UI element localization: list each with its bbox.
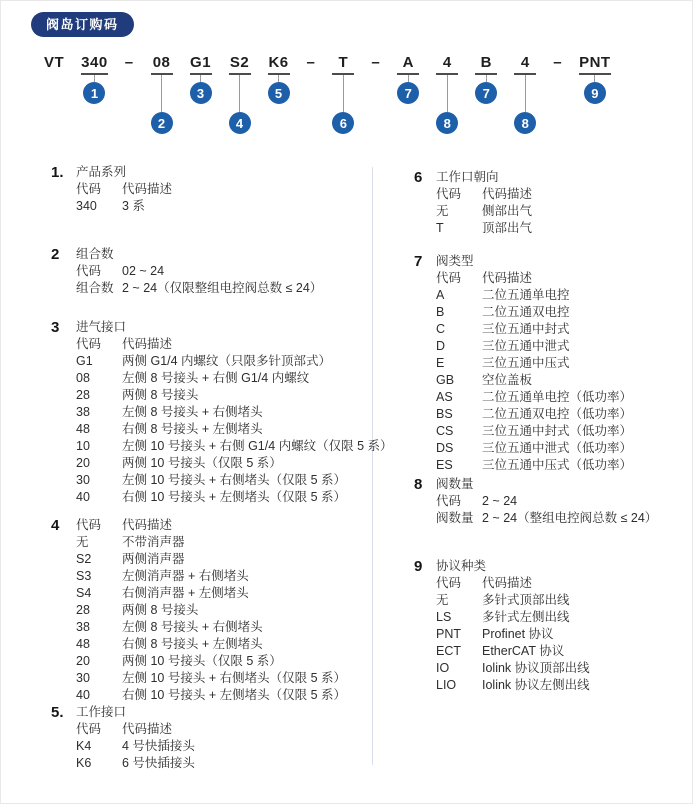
code-value: 代码	[76, 722, 102, 736]
code-description: 右侧消声器 + 左侧堵头	[122, 586, 249, 600]
code-row	[436, 389, 686, 406]
section-title: 阀类型	[436, 254, 474, 268]
code-description: 三位五通中泄式	[482, 339, 570, 353]
code-row	[76, 404, 381, 421]
segment-connector-line	[161, 75, 162, 112]
order-code-segment	[576, 54, 614, 104]
section-title: 工作接口	[76, 705, 127, 719]
code-value: BS	[436, 407, 453, 421]
code-row	[436, 592, 686, 609]
code-row	[76, 568, 381, 585]
code-value: 代码	[76, 264, 102, 278]
code-row	[436, 440, 686, 457]
code-description: 3 系	[122, 199, 145, 213]
code-row	[436, 510, 686, 527]
order-code-segment-text: PNT	[579, 54, 611, 71]
right-column	[414, 169, 686, 694]
code-value: AS	[436, 390, 453, 404]
code-value: T	[436, 221, 444, 235]
code-description: 左侧 10 号接头 + 右侧 G1/4 内螺纹（仅限 5 系）	[122, 439, 393, 453]
section-combination-count	[51, 246, 381, 297]
order-code-segment-text: –	[371, 54, 381, 71]
section-title: 进气接口	[76, 320, 127, 334]
code-table	[76, 517, 381, 704]
order-code-segment-text: VT	[44, 54, 65, 71]
code-row	[436, 304, 686, 321]
order-code-segment-text: –	[306, 54, 316, 71]
code-description: 多针式顶部出线	[482, 593, 570, 607]
code-value: A	[436, 288, 445, 302]
section-title: 工作口朝向	[436, 170, 499, 184]
section-number: 8	[414, 476, 423, 493]
code-row	[436, 643, 686, 660]
code-value: 10	[76, 439, 90, 453]
section-valve-count	[414, 476, 686, 527]
section-number: 3	[51, 319, 60, 336]
order-code-segment	[148, 54, 176, 134]
segment-connector-line	[408, 75, 409, 82]
section-working-port-orientation	[414, 169, 686, 237]
code-description: 三位五通中封式	[482, 322, 570, 336]
code-description: 右侧 10 号接头 + 左侧堵头（仅限 5 系）	[122, 688, 346, 702]
segment-connector-line	[594, 75, 595, 82]
order-code-diagram	[41, 54, 614, 134]
code-description: Iolink 协议左侧出线	[482, 678, 590, 692]
code-value: K4	[76, 739, 92, 753]
code-description: 两侧 8 号接头	[122, 388, 199, 402]
code-description: 顶部出气	[482, 221, 533, 235]
code-value: 代码	[76, 518, 102, 532]
order-code-segment	[304, 54, 319, 72]
code-value: 无	[436, 204, 449, 218]
section-title: 协议种类	[436, 559, 487, 573]
code-row	[76, 636, 381, 653]
code-row	[76, 585, 381, 602]
code-row	[436, 372, 686, 389]
code-value: PNT	[436, 627, 461, 641]
code-value: IO	[436, 661, 450, 675]
order-code-segment	[550, 54, 565, 72]
order-code-segment	[265, 54, 293, 104]
code-description: 左侧 10 号接头 + 右侧堵头（仅限 5 系）	[122, 671, 346, 685]
section-number: 4	[51, 517, 60, 534]
code-description: Iolink 协议顶部出线	[482, 661, 590, 675]
section-number: 6	[414, 169, 423, 186]
section-number: 7	[414, 253, 423, 270]
segment-number-marker: 9	[584, 82, 606, 104]
code-table	[76, 336, 393, 506]
code-description: 两侧消声器	[122, 552, 185, 566]
section-title: 阀数量	[436, 477, 474, 491]
code-value: 48	[76, 637, 90, 651]
order-code-segment-text: 4	[520, 54, 530, 71]
section-product-series	[51, 164, 381, 215]
code-description: 代码描述	[122, 722, 173, 736]
code-description: 代码描述	[122, 337, 173, 351]
order-code-segment-text: S2	[229, 54, 250, 71]
order-code-segment	[329, 54, 357, 134]
code-row	[436, 609, 686, 626]
order-code-segment	[472, 54, 500, 104]
order-code-segment	[394, 54, 422, 104]
code-value: 30	[76, 671, 90, 685]
segment-connector-line	[278, 75, 279, 82]
code-value: 代码	[76, 182, 102, 196]
code-value: S3	[76, 569, 92, 583]
code-table	[76, 181, 381, 215]
order-code-segment	[226, 54, 254, 134]
code-description: 二位五通单电控	[482, 288, 570, 302]
code-description: 侧部出气	[482, 204, 533, 218]
code-value: 代码	[436, 187, 462, 201]
code-value: 无	[436, 593, 449, 607]
order-code-segment-text: 340	[81, 54, 108, 71]
code-value: 代码	[436, 494, 462, 508]
order-code-segment-text: A	[402, 54, 414, 71]
code-value: LS	[436, 610, 452, 624]
code-value: LIO	[436, 678, 457, 692]
section-working-port	[51, 704, 381, 772]
code-value: 代码	[436, 271, 462, 285]
code-row	[76, 653, 381, 670]
code-description: 左侧 8 号接头 + 右侧堵头	[122, 405, 263, 419]
segment-connector-line	[343, 75, 344, 112]
code-description: 代码描述	[122, 518, 173, 532]
code-description: 代码描述	[482, 187, 533, 201]
code-row	[76, 670, 381, 687]
code-row	[436, 457, 686, 474]
code-description: 代码描述	[122, 182, 173, 196]
code-description: 代码描述	[482, 576, 533, 590]
code-description: 代码描述	[482, 271, 533, 285]
code-row	[76, 370, 381, 387]
code-value: 代码	[436, 576, 462, 590]
code-row	[76, 336, 381, 353]
order-code-segment-text: 08	[152, 54, 171, 71]
code-table	[436, 575, 686, 694]
code-value: E	[436, 356, 445, 370]
segment-number-marker: 5	[268, 82, 290, 104]
section-valve-type	[414, 253, 686, 474]
code-row	[436, 423, 686, 440]
code-row	[76, 353, 381, 370]
code-description: 两侧 10 号接头（仅限 5 系）	[122, 654, 282, 668]
section-title: 组合数	[76, 247, 114, 261]
code-row	[436, 406, 686, 423]
code-value: 38	[76, 620, 90, 634]
code-value: 20	[76, 654, 90, 668]
section-inlet-port	[51, 319, 393, 506]
order-code-segment-text: B	[480, 54, 492, 71]
section-number: 1.	[51, 164, 64, 181]
code-row	[76, 687, 381, 704]
segment-connector-line	[486, 75, 487, 82]
code-description: 02 ~ 24	[122, 264, 165, 278]
segment-number-marker: 2	[151, 112, 173, 134]
code-table	[436, 186, 686, 237]
code-value: 28	[76, 388, 90, 402]
page-title-badge: 阀岛订购码	[31, 12, 134, 37]
section-exhaust-option	[51, 517, 381, 704]
section-number: 2	[51, 246, 60, 263]
order-code-segment-text: G1	[190, 54, 212, 71]
segment-number-marker: 6	[332, 112, 354, 134]
code-row	[436, 270, 686, 287]
code-row	[76, 263, 381, 280]
code-table	[436, 493, 686, 527]
code-row	[76, 455, 381, 472]
code-value: 48	[76, 422, 90, 436]
order-code-segment	[122, 54, 137, 72]
code-value: 28	[76, 603, 90, 617]
code-row	[76, 619, 381, 636]
order-code-segment	[187, 54, 215, 104]
code-value: 40	[76, 490, 90, 504]
code-value: B	[436, 305, 445, 319]
code-value: 08	[76, 371, 90, 385]
code-description: 2 ~ 24（整组电控阀总数 ≤ 24）	[482, 511, 658, 525]
code-value: G1	[76, 354, 93, 368]
code-value: 38	[76, 405, 90, 419]
segment-number-marker: 1	[83, 82, 105, 104]
code-description: 右侧 8 号接头 + 左侧堵头	[122, 422, 263, 436]
order-code-segment-text: 4	[442, 54, 452, 71]
section-number: 5.	[51, 704, 64, 721]
code-description: 6 号快插接头	[122, 756, 195, 770]
left-column	[51, 164, 393, 772]
code-value: 20	[76, 456, 90, 470]
code-row	[436, 626, 686, 643]
code-value: 340	[76, 199, 97, 213]
section-number: 9	[414, 558, 423, 575]
code-description: 三位五通中压式	[482, 356, 570, 370]
order-code-segment	[368, 54, 383, 72]
segment-number-marker: 3	[190, 82, 212, 104]
order-code-segment	[511, 54, 539, 134]
segment-number-marker: 7	[397, 82, 419, 104]
code-row	[76, 738, 381, 755]
segment-number-marker: 8	[436, 112, 458, 134]
segment-connector-line	[525, 75, 526, 112]
order-code-segment-text: –	[124, 54, 134, 71]
section-protocol-type	[414, 558, 686, 694]
order-code-segment-text: T	[338, 54, 349, 71]
code-value: K6	[76, 756, 92, 770]
code-row	[76, 198, 381, 215]
code-description: 2 ~ 24（仅限整组电控阀总数 ≤ 24）	[122, 281, 323, 295]
code-description: 左侧 8 号接头 + 右侧堵头	[122, 620, 263, 634]
code-row	[76, 534, 381, 551]
code-description: EtherCAT 协议	[482, 644, 565, 658]
order-code-segment	[433, 54, 461, 134]
code-description: 三位五通中泄式（低功率）	[482, 441, 633, 455]
code-description: 两侧 10 号接头（仅限 5 系）	[122, 456, 282, 470]
code-row	[76, 387, 381, 404]
section-title: 产品系列	[76, 165, 127, 179]
code-description: 左侧 10 号接头 + 右侧堵头（仅限 5 系）	[122, 473, 346, 487]
code-table	[436, 270, 686, 474]
code-value: S4	[76, 586, 92, 600]
segment-number-marker: 7	[475, 82, 497, 104]
code-row	[436, 677, 686, 694]
code-value: 代码	[76, 337, 102, 351]
code-row	[436, 575, 686, 592]
code-row	[436, 321, 686, 338]
segment-number-marker: 4	[229, 112, 251, 134]
code-row	[436, 660, 686, 677]
code-row	[76, 181, 381, 198]
code-description: 左侧消声器 + 右侧堵头	[122, 569, 249, 583]
code-row	[76, 489, 381, 506]
code-description: 三位五通中压式（低功率）	[482, 458, 633, 472]
code-description: 多针式左侧出线	[482, 610, 570, 624]
code-row	[436, 493, 686, 510]
code-row	[76, 551, 381, 568]
code-row	[76, 472, 381, 489]
code-value: CS	[436, 424, 454, 438]
code-description: 二位五通单电控（低功率）	[482, 390, 633, 404]
code-row	[436, 338, 686, 355]
code-value: ECT	[436, 644, 461, 658]
code-value: 30	[76, 473, 90, 487]
code-description: 2 ~ 24	[482, 494, 518, 508]
code-value: 40	[76, 688, 90, 702]
code-value: GB	[436, 373, 455, 387]
code-description: 右侧 10 号接头 + 左侧堵头（仅限 5 系）	[122, 490, 346, 504]
code-value: DS	[436, 441, 454, 455]
segment-connector-line	[94, 75, 95, 82]
code-row	[76, 755, 381, 772]
code-description: 右侧 8 号接头 + 左侧堵头	[122, 637, 263, 651]
code-description: 左侧 8 号接头 + 右侧 G1/4 内螺纹	[122, 371, 310, 385]
code-row	[76, 517, 381, 534]
code-description: 二位五通双电控（低功率）	[482, 407, 633, 421]
code-description: 空位盖板	[482, 373, 533, 387]
segment-connector-line	[200, 75, 201, 82]
code-description: Profinet 协议	[482, 627, 554, 641]
code-value: S2	[76, 552, 92, 566]
code-row	[436, 220, 686, 237]
code-row	[76, 280, 381, 297]
order-code-segment	[78, 54, 111, 104]
code-table	[76, 263, 381, 297]
code-row	[76, 602, 381, 619]
code-row	[436, 203, 686, 220]
code-description: 4 号快插接头	[122, 739, 195, 753]
segment-number-marker: 8	[514, 112, 536, 134]
code-table	[76, 721, 381, 772]
code-value: 组合数	[76, 281, 114, 295]
code-value: C	[436, 322, 446, 336]
code-value: ES	[436, 458, 453, 472]
code-row	[436, 186, 686, 203]
code-description: 两侧 G1/4 内螺纹（只限多针顶部式）	[122, 354, 332, 368]
code-value: 阀数量	[436, 511, 474, 525]
code-description: 二位五通双电控	[482, 305, 570, 319]
order-code-segment	[41, 54, 67, 72]
code-value: 无	[76, 535, 89, 549]
segment-connector-line	[239, 75, 240, 112]
code-description: 不带消声器	[122, 535, 185, 549]
order-code-segment-text: K6	[268, 54, 289, 71]
code-row	[76, 438, 393, 455]
code-description: 两侧 8 号接头	[122, 603, 199, 617]
code-row	[436, 287, 686, 304]
code-row	[76, 721, 381, 738]
code-row	[76, 421, 381, 438]
segment-connector-line	[447, 75, 448, 112]
order-code-segment-text: –	[553, 54, 563, 71]
code-value: D	[436, 339, 446, 353]
code-row	[436, 355, 686, 372]
code-description: 三位五通中封式（低功率）	[482, 424, 633, 438]
